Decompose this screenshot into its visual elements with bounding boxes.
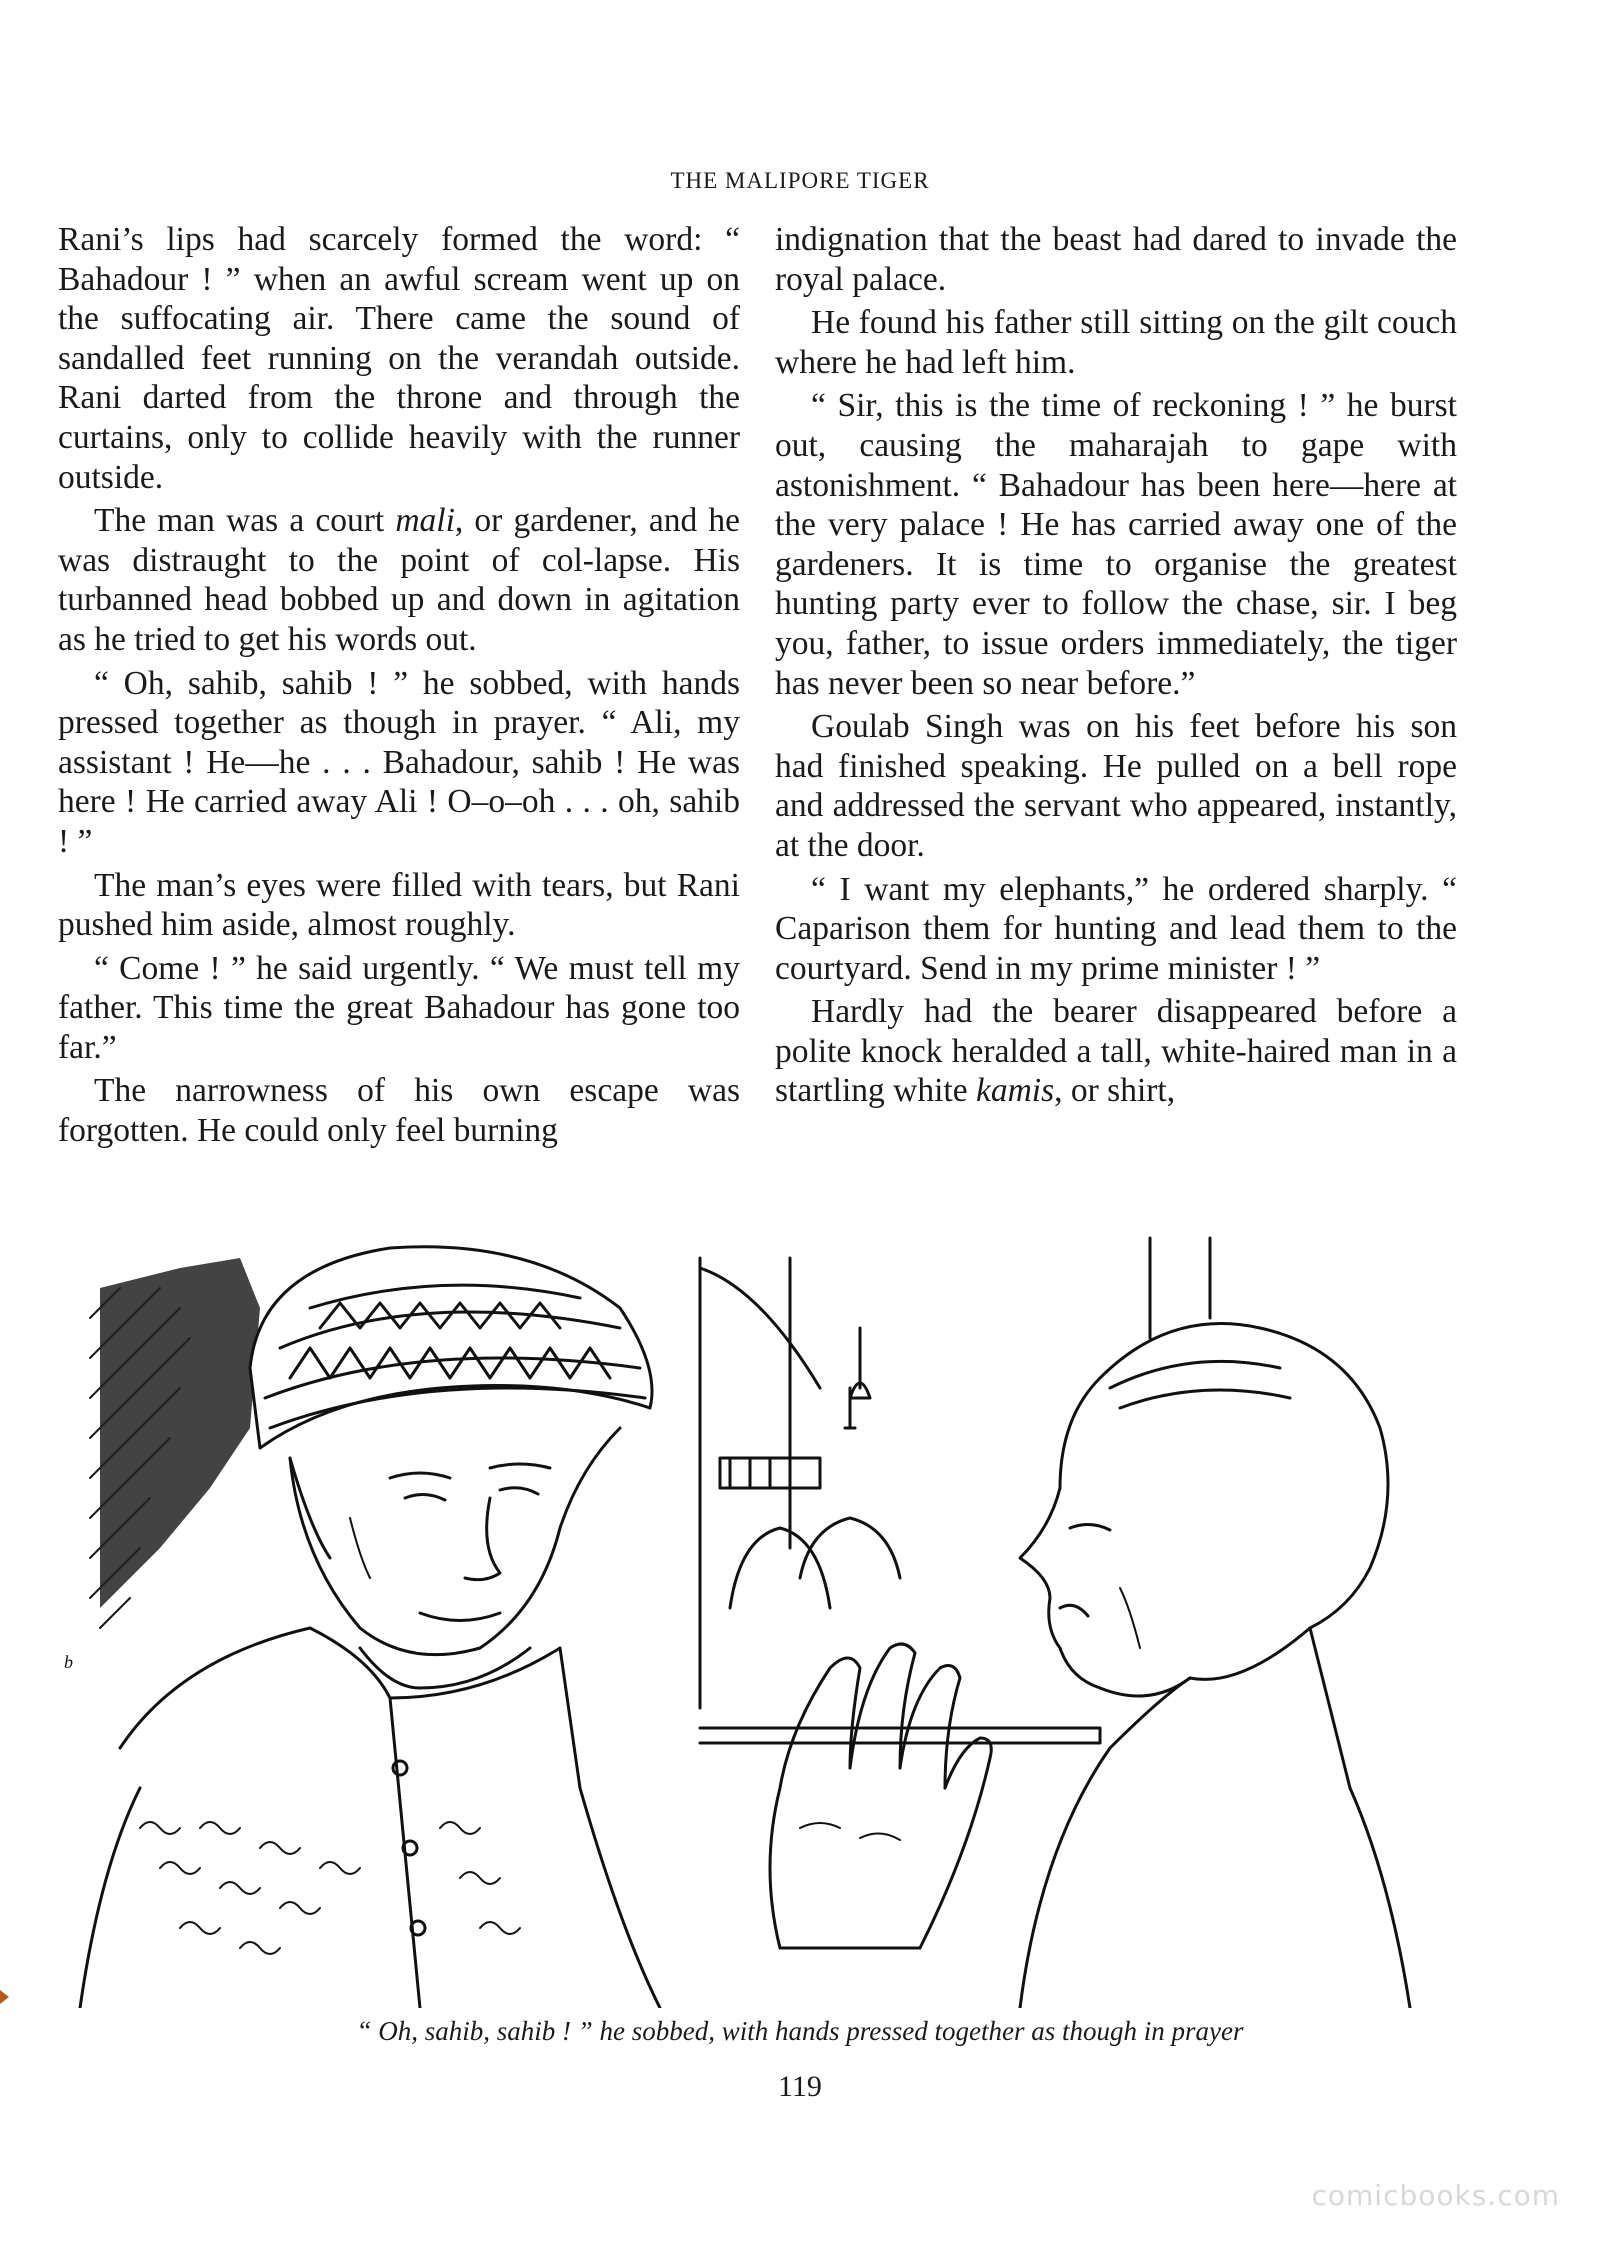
- ink-illustration: [60, 1228, 1432, 2008]
- gardener-drawing: [1020, 1324, 1410, 2008]
- paragraph: The man’s eyes were filled with tears, but Rani pushed him aside, almost roughly.: [58, 866, 740, 944]
- illustration-caption: “ Oh, sahib, sahib ! ” he sobbed, with hands pressed together as though in prayer: [356, 2016, 1244, 2046]
- paragraph: Rani’s lips had scarcely formed the word: “ Bahadour ! ” when an awful scream went up on the suffocating air. There came the sound of sandalled feet running on the verandah outside. Rani darted from the throne and through the curtains, only to collide heavily with the runner outside.: [58, 221, 740, 496]
- paragraph: “ I want my elephants,” he ordered sharply. “ Caparison them for hunting and lead them to the courtyard. Send in my prime minister ! ”: [775, 870, 1457, 987]
- praying-hands-drawing: [770, 1644, 991, 1948]
- paragraph: “ Come ! ” he said urgently. “ We must tell my father. This time the great Bahadour has gone too far.”: [58, 949, 740, 1066]
- paragraph: “ Sir, this is the time of reckoning ! ” he burst out, causing the maharajah to gape with astonishment. “ Bahadour has been here—here at the very palace ! He has carried away one of the gardeners. It is time to organise the greatest hunting party ever to follow the chase, sir. I beg you, father, to issue orders immediately, the tiger has never been so near before.”: [775, 387, 1457, 702]
- artist-mark: b: [64, 1652, 73, 1672]
- paragraph: indignation that the beast had dared to invade the royal palace.: [775, 221, 1457, 298]
- paragraph: Hardly had the bearer disappeared before a polite knock heralded a tall, white-haired man in a startling white kamis, or shirt,: [775, 993, 1457, 1110]
- page-edge-mark: [0, 1990, 9, 2004]
- turban-drawing: [250, 1247, 652, 1448]
- hatched-background: [90, 1258, 260, 1628]
- paragraph: He found his father still sitting on the gilt couch where he had left him.: [775, 304, 1457, 381]
- standing-man-face: [290, 1428, 620, 1655]
- left-text-column: [58, 220, 740, 1155]
- paragraph: “ Oh, sahib, sahib ! ” he sobbed, with hands pressed together as though in prayer. “ Ali, my assistant ! He—he . . . Bahadour, sahib ! He was here ! He carried away Ali ! O–o–oh . . . oh, sahib ! ”: [58, 664, 740, 860]
- paragraph: Goulab Singh was on his feet before his son had finished speaking. He pulled on a bell rope and addressed the servant who appeared, instantly, at the door.: [775, 708, 1457, 864]
- paragraph: The man was a court mali, or gardener, and he was distraught to the point of col-lapse. His turbanned head bobbed up and down in agitation as he tried to get his words out.: [58, 502, 740, 658]
- right-text-column: [775, 220, 1457, 1115]
- palace-window: [700, 1258, 1100, 1743]
- watermark: comicbooks.com: [1311, 2179, 1560, 2212]
- running-head: THE MALIPORE TIGER: [670, 168, 930, 193]
- paragraph: The narrowness of his own escape was forgotten. He could only feel burning: [58, 1072, 740, 1150]
- page-number: 119: [778, 2070, 822, 2103]
- jacket-drawing: [80, 1628, 660, 2008]
